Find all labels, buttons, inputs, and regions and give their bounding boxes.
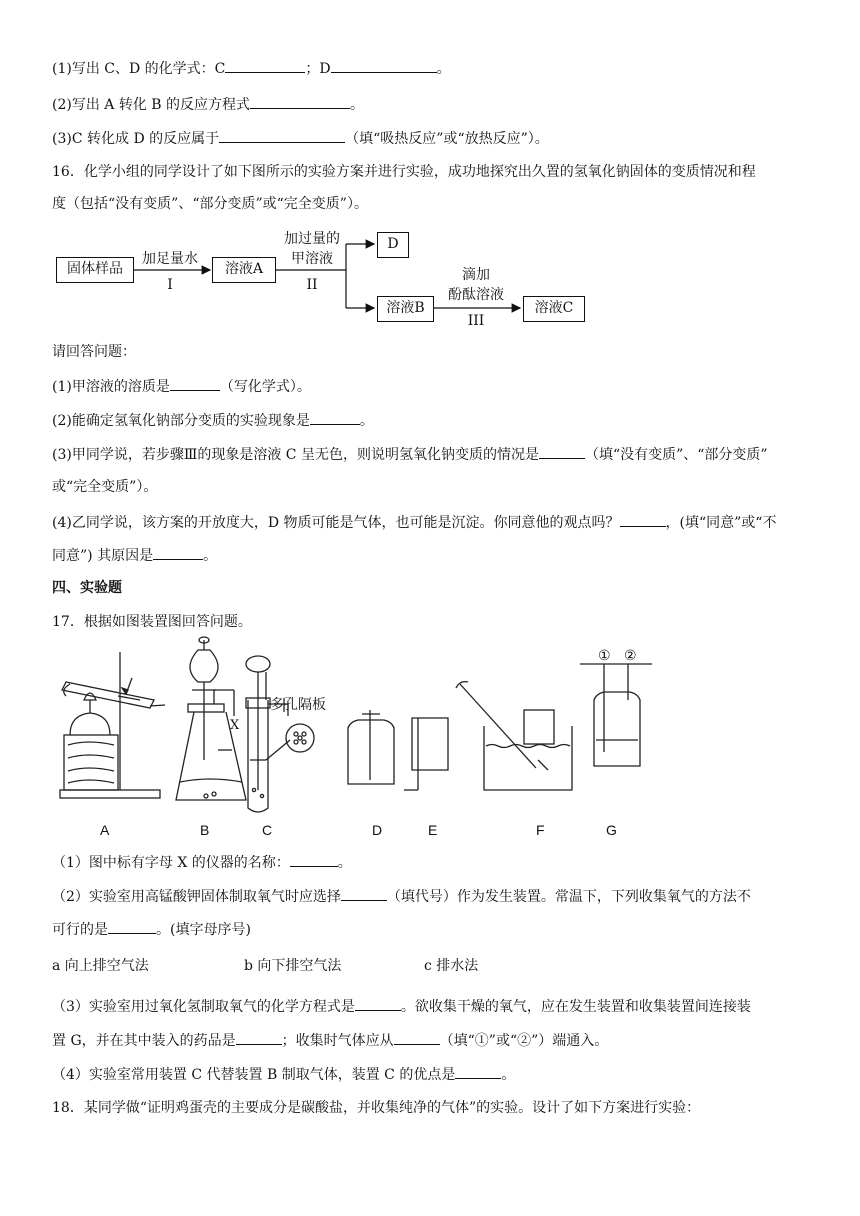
answer-blank[interactable] xyxy=(455,1064,501,1079)
q16-part3-line1: (3)甲同学说，若步骤Ⅲ的现象是溶液 C 呈无色，则说明氢氧化钠变质的情况是 （填“没有变质”、“部分变质” xyxy=(52,444,768,465)
q17-option-b: b 向下排空气法 xyxy=(244,958,342,974)
flow-step1-number: I xyxy=(167,277,173,293)
q17-option-c: c 排水法 xyxy=(424,958,479,974)
q17-part4: （4）实验室常用装置 C 代替装置 B 制取气体，装置 C 的优点是 。 xyxy=(52,1064,515,1085)
q17-intro: 17．根据如图装置图回答问题。 xyxy=(52,614,252,630)
apparatus-label-f: F xyxy=(536,822,545,838)
q17-part2-line2: 可行的是 。(填字母序号) xyxy=(52,919,251,940)
flow-step1-label: 加足量水 xyxy=(142,251,198,267)
flow-box-solution-b: 溶液B xyxy=(377,296,434,322)
flow-step2-label1: 加过量的 xyxy=(284,231,340,247)
flow-step3-number: III xyxy=(467,313,485,329)
answer-blank[interactable] xyxy=(341,886,387,901)
answer-blank[interactable] xyxy=(394,1030,440,1045)
answer-blank[interactable] xyxy=(108,919,156,934)
q16-intro-line1: 16．化学小组的同学设计了如下图所示的实验方案并进行实验，成功地探究出久置的氢氧化钠固体的变质情况和程 xyxy=(52,164,756,180)
label-x: X xyxy=(230,718,240,733)
apparatus-label-e: E xyxy=(428,822,438,838)
q17-part2-line1: （2）实验室用高锰酸钾固体制取氧气时应选择 （填代号）作为发生装置。常温下，下列收集氧气的方法不 xyxy=(52,886,751,907)
flow-box-sample: 固体样品 xyxy=(56,257,134,283)
q16-part1: (1)甲溶液的溶质是 （写化学式）。 xyxy=(52,376,311,397)
q18-intro: 18．某同学做“证明鸡蛋壳的主要成分是碳酸盐，并收集纯净的气体”的实验。设计了如下方案进行实验： xyxy=(52,1100,701,1116)
q16-ask: 请回答问题： xyxy=(52,344,136,360)
apparatus-label-g: G xyxy=(606,822,617,838)
flow-box-solution-c: 溶液C xyxy=(523,296,585,322)
q16-part3-line2: 或“完全变质”）。 xyxy=(52,479,158,495)
flow-box-d: D xyxy=(377,232,409,258)
q16-part4-line2: 同意”) 其原因是 。 xyxy=(52,545,217,566)
apparatus-label-d: D xyxy=(372,822,383,838)
flow-step2-number: II xyxy=(306,277,318,293)
q16-intro-line2: 度（包括“没有变质”、“部分变质”或“完全变质”）。 xyxy=(52,196,368,212)
q17-part3-line1: （3）实验室用过氧化氢制取氧气的化学方程式是 。欲收集干燥的氧气，应在发生装置和收集装置间连接装 xyxy=(52,996,751,1017)
answer-blank[interactable] xyxy=(236,1030,282,1045)
q15-part1: (1)写出 C、D 的化学式：C ；D 。 xyxy=(52,58,451,79)
q16-part2: (2)能确定氢氧化钠部分变质的实验现象是 。 xyxy=(52,410,374,431)
apparatus-label-c: C xyxy=(262,822,273,838)
flow-step3-label2: 酚酞溶液 xyxy=(448,287,504,303)
answer-blank[interactable] xyxy=(290,852,338,867)
apparatus-label-b: B xyxy=(200,822,210,838)
q17-part1: （1）图中标有字母 X 的仪器的名称： 。 xyxy=(52,852,352,873)
answer-blank[interactable] xyxy=(355,996,401,1011)
q17-part3-line2: 置 G，并在其中装入的药品是 ；收集时气体应从 （填“①”或“②”）端通入。 xyxy=(52,1030,608,1051)
flow-step3-label1: 滴加 xyxy=(462,267,490,283)
label-porous-plate: 多孔隔板 xyxy=(270,696,326,712)
section-heading: 四、实验题 xyxy=(52,580,122,596)
q15-part2: (2)写出 A 转化 B 的反应方程式 。 xyxy=(52,94,364,115)
apparatus-label-a: A xyxy=(100,822,110,838)
q17-option-a: a 向上排空气法 xyxy=(52,958,149,974)
label-port-2: ② xyxy=(624,648,637,664)
label-port-1: ① xyxy=(598,648,611,664)
flow-box-solution-a: 溶液A xyxy=(212,257,276,283)
q15-part3: (3)C 转化成 D 的反应属于 （填“吸热反应”或“放热反应”）。 xyxy=(52,128,549,149)
q16-part4-line1: (4)乙同学说，该方案的开放度大，D 物质可能是气体，也可能是沉淀。你同意他的观点吗？ ，(填“同意”或“不 xyxy=(52,512,776,533)
flow-step2-label2: 甲溶液 xyxy=(291,251,333,267)
